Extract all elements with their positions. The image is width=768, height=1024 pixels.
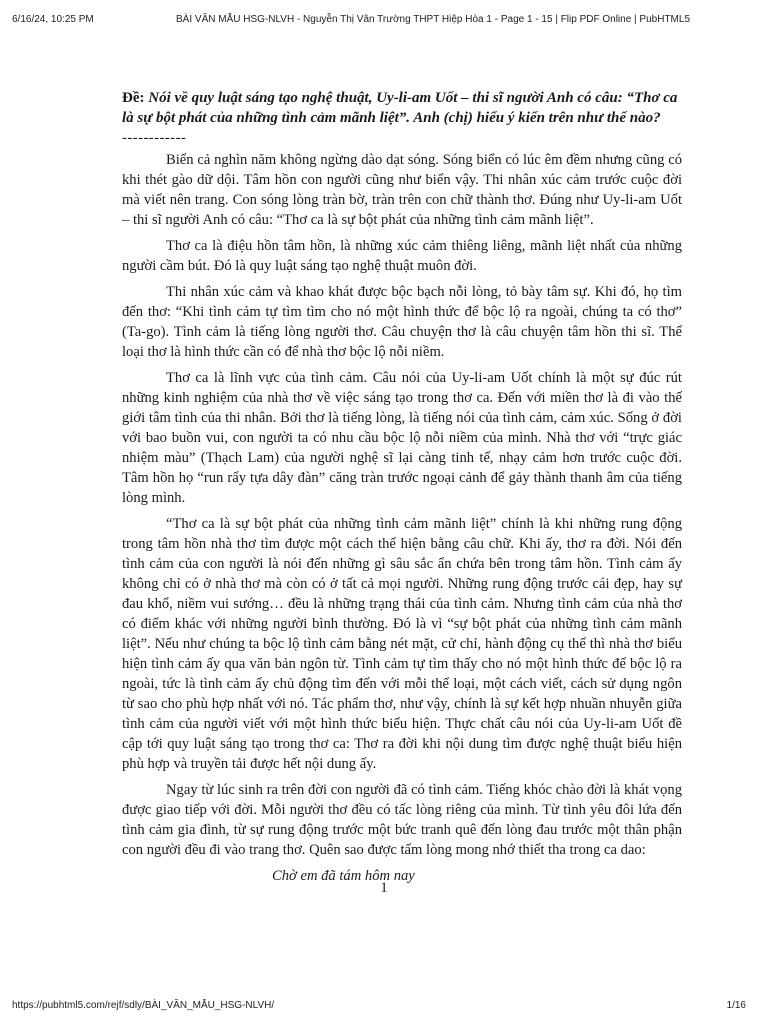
paragraph: “Thơ ca là sự bột phát của những tình cảm mãnh liệt” chính là khi những rung động trong tâm hồn nhà thơ tìm được một cách thể hiện bằng câu chữ. Khi ấy, thơ ra đời. Nói đến tình cảm của con người là nói đến những gì sâu sắc ẩn chứa bên trong tâm hồn. Tình cảm ấy không chỉ có ở nhà thơ mà còn có ở tất cả mọi người. Những rung động trước cái đẹp, hay sự đau khổ, niềm vui sướng… đều là những trạng thái của tình cảm. Nhưng tình cảm của nhà thơ có điểm khác với những người bình thường. Đó là vì “sự bột phát của những tình cảm mãnh liệt”. Nếu như chúng ta bộc lộ tình cảm bằng nét mặt, cử chỉ, hành động cụ thể thì nhà thơ biểu hiện tình cảm ấy qua văn bản ngôn từ. Tình cảm tự tìm thấy cho nó một hình thức để bộc lộ ra ngoài, tức là tình cảm ấy chủ động tìm đến với mỗi thể loại, một cách viết, cách sử dụng ngôn từ sao cho phù hợp nhất với nó. Tác phẩm thơ, như vậy, chính là sự kết hợp nhuần nhuyễn giữa tình cảm của người viết với một hình thức biểu hiện. Thực chất câu nói của Uy-li-am Uốt đề cập tới quy luật sáng tạo trong thơ ca: Thơ ra đời khi nội dung tìm được nghệ thuật biểu hiện phù hợp và truyền tải được hết nội dung ấy. bbox=[122, 516, 682, 772]
paragraph: Thơ ca là lĩnh vực của tình cảm. Câu nói của Uy-li-am Uốt chính là một sự đúc rút những kinh nghiệm của nhà thơ về việc sáng tạo trong thơ ca. Đến với miền thơ là đi vào thế giới tâm tình của thi nhân. Bởi thơ là tiếng lòng, là tiếng nói của tình cảm, cảm xúc. Sống ở đời với bao buồn vui, con người ta có nhu cầu bộc lộ nỗi niềm của mình. Nhà thơ với “trực giác nhiệm màu” (Thạch Lam) của người nghệ sĩ lại càng tinh tế, nhạy cảm hơn trước cuộc đời. Tâm hồn họ “run rẩy tựa dây đàn” căng tràn trước ngoại cảnh để gảy thành thanh âm của tiếng lòng mình. bbox=[122, 370, 682, 506]
essay-prompt bbox=[122, 88, 682, 128]
divider: ------------ bbox=[122, 130, 187, 146]
print-url: https://pubhtml5.com/rejf/sdly/BÀI_VĂN_MẪU_HSG-NLVH/ bbox=[12, 1000, 275, 1011]
print-date: 6/16/24, 10:25 PM bbox=[12, 14, 94, 25]
paragraph: Biển cả nghìn năm không ngừng dào dạt sóng. Sóng biển có lúc êm đềm nhưng cũng có khi thét gào dữ dội. Tâm hồn con người cũng như biển vậy. Thi nhân xúc cảm trước cuộc đời mà viết nên trang. Con sóng lòng tràn bờ, tràn trên con chữ thành thơ. Đúng như Uy-li-am Uốt – thi sĩ người Anh có câu: “Thơ ca là sự bột phát của những tình cảm mãnh liệt”. bbox=[122, 152, 682, 228]
paragraph: Ngay từ lúc sinh ra trên đời con người đã có tình cảm. Tiếng khóc chào đời là khát vọng được giao tiếp với đời. Mỗi người thơ đều có tấc lòng riêng của mình. Từ tình yêu đôi lứa đến tình cảm gia đình, từ sự rung động trước một bức tranh quê đến lòng đau trước một thân phận con người đều đi vào trang thơ. Quên sao được tấm lòng mong nhớ thiết tha trong ca dao: bbox=[122, 782, 682, 858]
paragraph: Thi nhân xúc cảm và khao khát được bộc bạch nỗi lòng, tỏ bày tâm sự. Khi đó, họ tìm đến thơ: “Khi tình cảm tự tìm tìm cho nó một hình thức để bộc lộ ra ngoài, chúng ta có thơ” (Ta-go). Tình cảm là tiếng lòng người thơ. Câu chuyện thơ là câu chuyện tâm hồn thi sĩ. Thể loại thơ là hình thức cần có để nhà thơ bộc lộ nỗi niềm. bbox=[122, 284, 682, 360]
document-body bbox=[122, 88, 682, 886]
paragraph: Thơ ca là điệu hồn tâm hồn, là những xúc cảm thiêng liêng, mãnh liệt nhất của những người cầm bút. Đó là quy luật sáng tạo nghệ thuật muôn đời. bbox=[122, 238, 682, 274]
verse-line: Chờ em đã tám hôm nay bbox=[272, 868, 415, 884]
print-page-count: 1/16 bbox=[726, 1000, 746, 1011]
prompt-label: Đề: bbox=[122, 90, 145, 106]
page-number: 1 bbox=[380, 880, 388, 896]
prompt-text: Nói về quy luật sáng tạo nghệ thuật, Uy-li-am Uốt – thi sĩ người Anh có câu: “Thơ ca là sự bột phát của những tình cảm mãnh liệt”. Anh (chị) hiểu ý kiến trên như thế nào? bbox=[122, 90, 678, 126]
print-page-title: BÀI VĂN MẪU HSG-NLVH - Nguyễn Thị Vân Trường THPT Hiệp Hòa 1 - Page 1 - 15 | Flip PDF Online | PubHTML5 bbox=[176, 14, 691, 25]
